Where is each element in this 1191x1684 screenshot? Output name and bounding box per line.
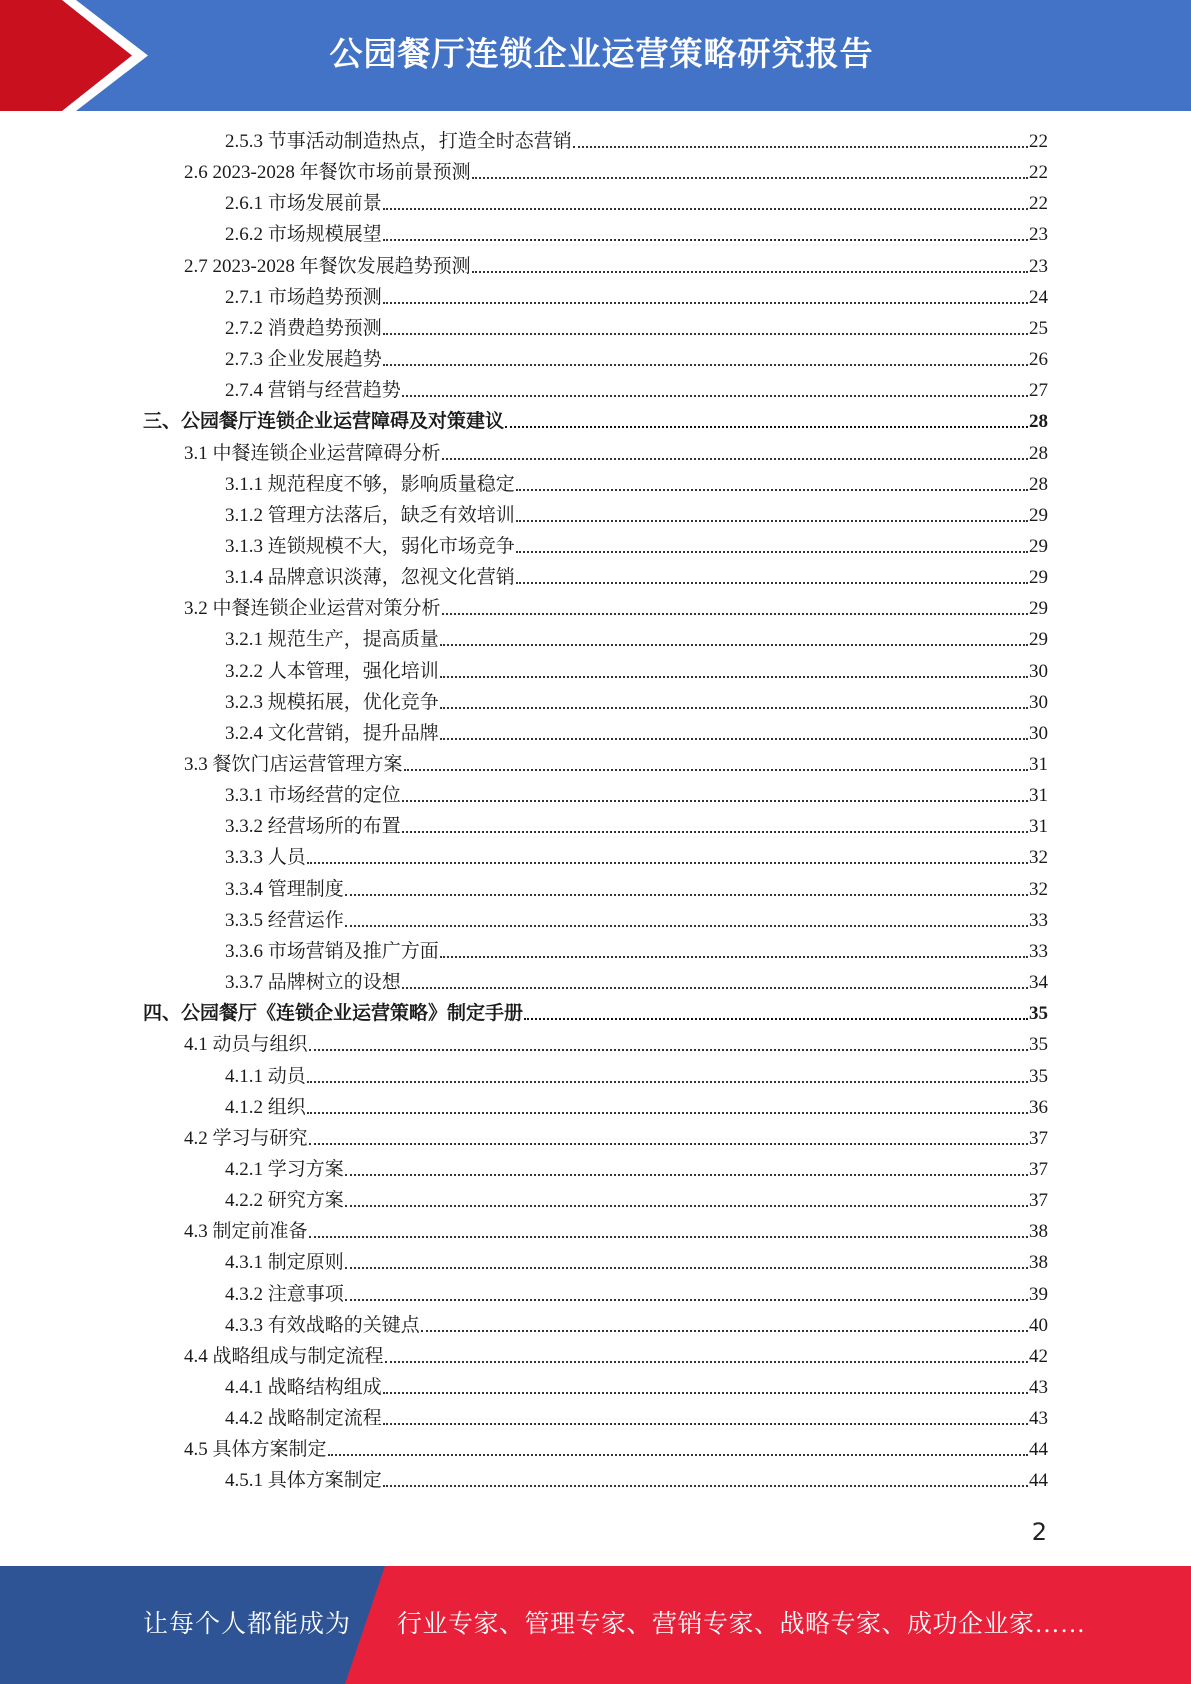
toc-entry-page: 42: [1029, 1345, 1048, 1367]
toc-entry-page: 38: [1029, 1221, 1048, 1243]
toc-entry-page: 36: [1029, 1096, 1048, 1118]
toc-entry[interactable]: [225, 811, 1048, 842]
toc-entry[interactable]: [225, 656, 1048, 687]
toc-entry[interactable]: [225, 562, 1048, 593]
toc-entry-page: 22: [1029, 131, 1048, 152]
toc-entry[interactable]: [225, 375, 1048, 406]
toc-dot-leader: [516, 489, 1028, 491]
toc-entry-page: 26: [1029, 349, 1048, 371]
toc-dot-leader: [383, 1423, 1028, 1425]
toc-entry-label: 3.2.1 规范生产，提高质量: [225, 629, 439, 651]
toc-dot-leader: [440, 738, 1028, 740]
toc-entry[interactable]: [225, 313, 1048, 344]
toc-entry-label: 三、公园餐厅连锁企业运营障碍及对策建议: [143, 411, 505, 433]
footer-slogan-right: 行业专家、管理专家、营销专家、战略专家、成功企业家……: [397, 1611, 1086, 1638]
toc-entry-page: 27: [1029, 380, 1048, 402]
toc-entry-label: 4.1.1 动员: [225, 1065, 306, 1087]
toc-entry-page: 43: [1029, 1408, 1048, 1430]
toc-dot-leader: [440, 956, 1028, 958]
toc-entry-page: 32: [1029, 878, 1048, 900]
toc-entry[interactable]: [225, 936, 1048, 967]
toc-entry[interactable]: [184, 593, 1048, 624]
toc-entry-label: 4.1 动员与组织: [184, 1034, 308, 1056]
toc-dot-leader: [383, 239, 1028, 241]
toc-entry[interactable]: [225, 967, 1048, 998]
toc-entry[interactable]: [184, 1029, 1048, 1060]
toc-entry-label: 4.2.1 学习方案: [225, 1158, 344, 1180]
toc-entry-page: 34: [1029, 972, 1048, 994]
toc-entry-label: 2.7.2 消费趋势预测: [225, 317, 382, 339]
toc-dot-leader: [402, 800, 1028, 802]
toc-entry[interactable]: [225, 1061, 1048, 1092]
toc-dot-leader: [505, 426, 1028, 428]
toc-entry[interactable]: [225, 1092, 1048, 1123]
page-number: 2: [1031, 1518, 1047, 1546]
toc-entry-label: 3.3.2 经营场所的布置: [225, 816, 401, 838]
report-title: 公园餐厅连锁企业运营策略研究报告: [329, 34, 874, 73]
toc-entry[interactable]: [225, 469, 1048, 500]
toc-dot-leader: [383, 208, 1028, 210]
page-footer: [0, 1566, 1191, 1684]
toc-dot-leader: [309, 1143, 1028, 1145]
toc-entry-page: 29: [1029, 629, 1048, 651]
toc-entry-page: 24: [1029, 286, 1048, 308]
toc-entry[interactable]: [184, 1434, 1048, 1465]
toc-entry-page: 33: [1029, 909, 1048, 931]
toc-entry-page: 23: [1029, 255, 1048, 277]
toc-entry-page: 30: [1029, 660, 1048, 682]
toc-entry-page: 30: [1029, 722, 1048, 744]
toc-entry[interactable]: [184, 157, 1048, 188]
toc-entry[interactable]: [184, 438, 1048, 469]
toc-dot-leader: [421, 1330, 1028, 1332]
toc-entry-page: 23: [1029, 224, 1048, 246]
toc-entry-page: 28: [1029, 442, 1048, 464]
toc-entry-label: 3.1.1 规范程度不够，影响质量稳定: [225, 473, 515, 495]
toc-entry-page: 31: [1029, 754, 1048, 775]
toc-dot-leader: [307, 1081, 1028, 1083]
toc-entry[interactable]: [184, 1216, 1048, 1247]
toc-entry-label: 4.2 学习与研究: [184, 1127, 308, 1149]
toc-entry-page: 25: [1029, 317, 1048, 339]
toc-dot-leader: [345, 894, 1028, 896]
toc-dot-leader: [345, 1267, 1028, 1269]
toc-dot-leader: [404, 769, 1028, 771]
toc-entry-page: 40: [1029, 1314, 1048, 1336]
toc-entry-page: 31: [1029, 816, 1048, 838]
toc-entry-label: 4.4.2 战略制定流程: [225, 1408, 382, 1430]
toc-entry-label: 2.6.1 市场发展前景: [225, 193, 382, 215]
toc-entry[interactable]: [225, 780, 1048, 811]
toc-entry[interactable]: [184, 1341, 1048, 1372]
toc-entry-label: 3.2.3 规模拓展，优化竞争: [225, 691, 439, 713]
toc-entry-page: 44: [1029, 1439, 1048, 1461]
toc-entry-label: 3.1 中餐连锁企业运营障碍分析: [184, 442, 441, 464]
toc-entry-label: 2.7.4 营销与经营趋势: [225, 380, 401, 402]
toc-entry-label: 2.6 2023-2028 年餐饮市场前景预测: [184, 162, 471, 184]
toc-entry[interactable]: [225, 1154, 1048, 1185]
toc-dot-leader: [516, 551, 1028, 553]
toc-dot-leader: [307, 862, 1028, 864]
toc-entry-label: 4.2.2 研究方案: [225, 1190, 344, 1212]
toc-entry[interactable]: [225, 687, 1048, 718]
toc-entry-page: 39: [1029, 1283, 1048, 1305]
toc-entry-page: 37: [1029, 1158, 1048, 1180]
toc-entry[interactable]: [225, 718, 1048, 749]
toc-dot-leader: [383, 364, 1028, 366]
toc-dot-leader: [383, 302, 1028, 304]
toc-entry[interactable]: [225, 1310, 1048, 1341]
toc-entry-page: 30: [1029, 691, 1048, 713]
toc-entry-page: 22: [1029, 193, 1048, 215]
toc-dot-leader: [345, 925, 1028, 927]
toc-entry-label: 3.3.1 市场经营的定位: [225, 785, 401, 807]
toc-entry[interactable]: [225, 1247, 1048, 1278]
toc-entry[interactable]: [143, 406, 1048, 437]
toc-dot-leader: [472, 271, 1028, 273]
toc-entry-label: 3.1.4 品牌意识淡薄，忽视文化营销: [225, 567, 515, 589]
toc-entry-label: 3.3.6 市场营销及推广方面: [225, 940, 439, 962]
toc-entry-page: 22: [1029, 162, 1048, 184]
toc-entry-page: 44: [1029, 1470, 1048, 1492]
toc-entry-label: 4.4.1 战略结构组成: [225, 1377, 382, 1398]
toc-entry-page: 43: [1029, 1377, 1048, 1398]
toc-entry[interactable]: [225, 531, 1048, 562]
toc-dot-leader: [516, 582, 1028, 584]
toc-entry-label: 4.5.1 具体方案制定: [225, 1470, 382, 1492]
toc-entry-page: 29: [1029, 567, 1048, 589]
toc-entry-label: 3.2.4 文化营销，提升品牌: [225, 722, 439, 744]
toc-entry[interactable]: [225, 188, 1048, 219]
toc-entry[interactable]: [225, 1185, 1048, 1216]
toc-entry-page: 35: [1029, 1065, 1048, 1087]
toc-dot-leader: [307, 1112, 1028, 1114]
toc-entry[interactable]: [225, 126, 1048, 157]
toc-dot-leader: [345, 1299, 1028, 1301]
toc-entry-page: 29: [1029, 535, 1048, 557]
toc-entry-label: 4.3 制定前准备: [184, 1221, 308, 1243]
toc-dot-leader: [328, 1454, 1028, 1456]
toc-dot-leader: [440, 644, 1028, 646]
toc-dot-leader: [385, 1361, 1028, 1363]
toc-entry-label: 四、公园餐厅《连锁企业运营策略》制定手册: [143, 1003, 524, 1025]
toc-dot-leader: [442, 458, 1028, 460]
toc-entry-page: 31: [1029, 785, 1048, 807]
toc-entry-label: 3.1.3 连锁规模不大，弱化市场竞争: [225, 535, 515, 557]
toc-entry[interactable]: [225, 1279, 1048, 1310]
toc-entry[interactable]: [184, 1123, 1048, 1154]
toc-entry-label: 3.1.2 管理方法落后，缺乏有效培训: [225, 504, 515, 526]
toc-entry-label: 3.2 中餐连锁企业运营对策分析: [184, 598, 441, 620]
toc-entry-label: 4.3.1 制定原则: [225, 1252, 344, 1274]
toc-entry[interactable]: [225, 1465, 1048, 1496]
toc-entry-page: 35: [1029, 1003, 1048, 1025]
toc-dot-leader: [516, 520, 1028, 522]
toc-dot-leader: [402, 831, 1028, 833]
toc-entry[interactable]: [225, 344, 1048, 375]
toc-entry-page: 37: [1029, 1127, 1048, 1149]
toc-entry-label: 2.6.2 市场规模展望: [225, 224, 382, 246]
toc-entry[interactable]: [143, 998, 1048, 1029]
toc-entry[interactable]: [184, 749, 1048, 780]
page-header: [0, 0, 1191, 111]
toc-dot-leader: [383, 1485, 1028, 1487]
toc-entry-label: 2.7.3 企业发展趋势: [225, 349, 382, 371]
toc-entry-label: 3.2.2 人本管理，强化培训: [225, 660, 439, 682]
toc-entry-page: 28: [1029, 473, 1048, 495]
toc-entry-page: 32: [1029, 847, 1048, 869]
toc-entry-page: 33: [1029, 940, 1048, 962]
toc-entry-label: 3.3.5 经营运作: [225, 909, 344, 931]
toc-entry-label: 4.3.2 注意事项: [225, 1283, 344, 1305]
toc-entry-page: 29: [1029, 504, 1048, 526]
toc-entry-label: 2.7 2023-2028 年餐饮发展趋势预测: [184, 255, 471, 277]
toc-dot-leader: [402, 395, 1028, 397]
toc-entry-label: 3.3.3 人员: [225, 847, 306, 869]
toc-dot-leader: [442, 613, 1028, 615]
toc-dot-leader: [309, 1049, 1028, 1051]
toc-entry-label: 2.7.1 市场趋势预测: [225, 286, 382, 308]
toc-entry[interactable]: [225, 219, 1048, 250]
toc-entry-label: 2.5.3 节事活动制造热点，打造全时态营销: [225, 131, 572, 152]
toc-entry-label: 3.3.4 管理制度: [225, 878, 344, 900]
toc-entry[interactable]: [225, 500, 1048, 531]
toc-entry[interactable]: [225, 842, 1048, 873]
toc-entry-page: 37: [1029, 1190, 1048, 1212]
toc-entry-label: 4.1.2 组织: [225, 1096, 306, 1118]
toc-entry-label: 4.5 具体方案制定: [184, 1439, 327, 1461]
toc-entry-label: 4.3.3 有效战略的关键点: [225, 1314, 420, 1336]
toc-entry-label: 4.4 战略组成与制定流程: [184, 1345, 384, 1367]
footer-slogan-left: 让每个人都能成为: [143, 1611, 352, 1638]
toc-entry-label: 3.3.7 品牌树立的设想: [225, 972, 401, 994]
toc-dot-leader: [524, 1018, 1028, 1020]
toc-entry-page: 38: [1029, 1252, 1048, 1274]
toc-dot-leader: [309, 1236, 1028, 1238]
toc-entry-page: 35: [1029, 1034, 1048, 1056]
toc-entry-label: 3.3 餐饮门店运营管理方案: [184, 754, 403, 775]
toc-entry[interactable]: [225, 282, 1048, 313]
toc-dot-leader: [345, 1205, 1028, 1207]
toc-dot-leader: [383, 333, 1028, 335]
toc-entry-page: 28: [1029, 411, 1048, 433]
toc-entry[interactable]: [225, 874, 1048, 905]
toc-dot-leader: [440, 676, 1028, 678]
toc-dot-leader: [472, 177, 1028, 179]
toc-dot-leader: [402, 987, 1028, 989]
toc-dot-leader: [383, 1392, 1028, 1394]
toc-entry-page: 29: [1029, 598, 1048, 620]
toc-entry[interactable]: [184, 251, 1048, 282]
toc-dot-leader: [573, 146, 1028, 148]
toc-entry[interactable]: [225, 624, 1048, 655]
toc-entry[interactable]: [225, 1403, 1048, 1434]
toc-entry[interactable]: [225, 905, 1048, 936]
toc-dot-leader: [345, 1174, 1028, 1176]
toc-dot-leader: [440, 707, 1028, 709]
toc-entry[interactable]: [225, 1372, 1048, 1403]
